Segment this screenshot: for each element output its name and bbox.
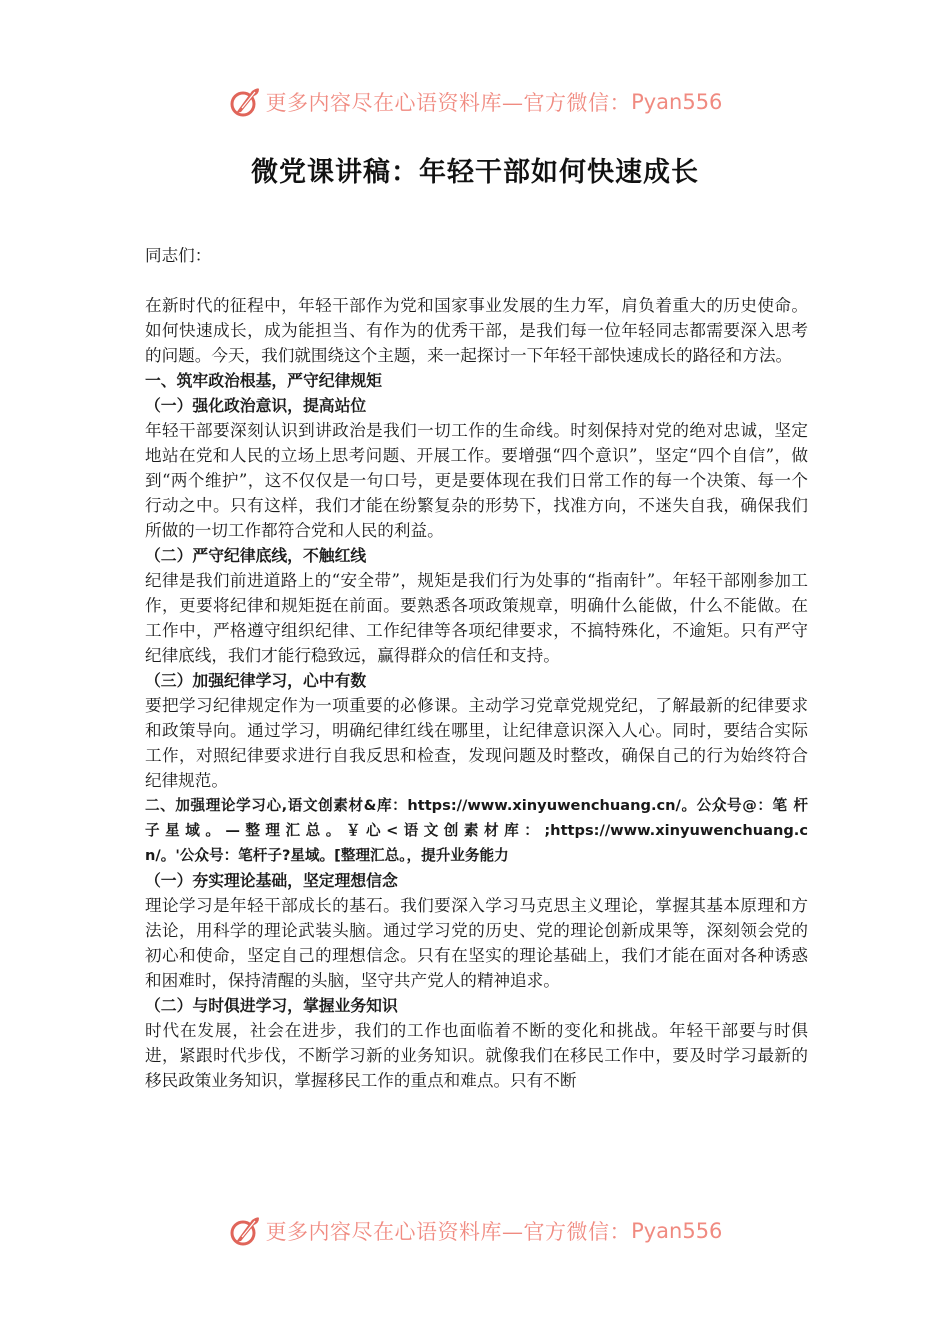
section-1-sub-2-body: 纪律是我们前进道路上的“安全带”，规矩是我们行为处事的“指南针”。年轻干部刚参加工作，更要将纪律和规矩挺在前面。要熟悉各项政策规章，明确什么能做，什么不能做。在工作中，严格遵守组织纪律、工作纪律等各项纪律要求，不搞特殊化，不逾矩。只有严守纪律底线，我们才能行稳致远，赢得群众的信任和支持。: [145, 571, 808, 665]
document-body: [145, 243, 808, 1093]
document-title: 微党课讲稿：年轻干部如何快速成长: [251, 157, 699, 188]
quill-pen-logo-icon: [228, 85, 262, 119]
section-2-sub-2-body: 时代在发展，社会在进步，我们的工作也面临着不断的变化和挑战。年轻干部要与时俱进，紧跟时代步伐，不断学习新的业务知识。就像我们在移民工作中，要及时学习最新的移民政策业务知识，掌握移民工作的重点和难点。只有不断: [145, 1021, 808, 1090]
section-2-heading: 二、加强理论学习心,语文创素材&库：https://www.xinyuwenchuang.cn/。公众号@：笔 杆 子 星 域 。 — 整 理 汇 总 。 ￥ 心 < 语 文 创 素 材 库 ： ;https://www.xinyuwenchuang.cn/。'公众号：笔杆子?星域。[整理汇总。，提升业务能力: [145, 797, 808, 864]
quill-pen-logo-icon: [228, 1214, 262, 1248]
section-2-sub-1-body: 理论学习是年轻干部成长的基石。我们要深入学习马克思主义理论，掌握其基本原理和方法论，用科学的理论武装头脑。通过学习党的历史、党的理论创新成果等，深刻领会党的初心和使命，坚定自己的理想信念。只有在坚实的理论基础上，我们才能在面对各种诱惑和困难时，保持清醒的头脑，坚守共产党人的精神追求。: [145, 896, 808, 990]
section-1-sub-3-heading: （三）加强纪律学习，心中有数: [145, 671, 367, 690]
header-banner: [0, 80, 950, 124]
banner-wechat-handle: Pyan556: [631, 90, 723, 114]
section-1-sub-2-heading: （二）严守纪律底线，不触红线: [145, 546, 367, 565]
section-1-sub-3-body: 要把学习纪律规定作为一项重要的必修课。主动学习党章党规党纪，了解最新的纪律要求和政策导向。通过学习，明确纪律红线在哪里，让纪律意识深入人心。同时，要结合实际工作，对照纪律要求进行自我反思和检查，发现问题及时整改，确保自己的行为始终符合纪律规范。: [145, 696, 808, 790]
section-2-sub-2-heading: （二）与时俱进学习，掌握业务知识: [145, 996, 398, 1015]
banner-wechat-handle: Pyan556: [631, 1219, 723, 1243]
footer-banner: [0, 1209, 950, 1253]
section-1-sub-1-body: 年轻干部要深刻认识到讲政治是我们一切工作的生命线。时刻保持对党的绝对忠诚，坚定地站在党和人民的立场上思考问题、开展工作。要增强“四个意识”，坚定“四个自信”，做到“两个维护”，这不仅仅是一句口号，更是要体现在我们日常工作的每一个决策、每一个行动之中。只有这样，我们才能在纷繁复杂的形势下，找准方向，不迷失自我，确保我们所做的一切工作都符合党和人民的利益。: [145, 421, 808, 540]
section-1-heading: 一、筑牢政治根基，严守纪律规矩: [145, 371, 382, 390]
section-1-sub-1-heading: （一）强化政治意识，提高站位: [145, 396, 367, 415]
intro-paragraph: 在新时代的征程中，年轻干部作为党和国家事业发展的生力军，肩负着重大的历史使命。如何快速成长，成为能担当、有作为的优秀干部，是我们每一位年轻同志都需要深入思考的问题。今天，我们就围绕这个主题，来一起探讨一下年轻干部快速成长的路径和方法。: [145, 296, 808, 365]
banner-text: 更多内容尽在心语资料库—官方微信：: [265, 1220, 632, 1244]
greeting: 同志们：: [145, 246, 212, 265]
section-2-sub-1-heading: （一）夯实理论基础，坚定理想信念: [145, 871, 398, 890]
banner-text: 更多内容尽在心语资料库—官方微信：: [265, 91, 632, 115]
